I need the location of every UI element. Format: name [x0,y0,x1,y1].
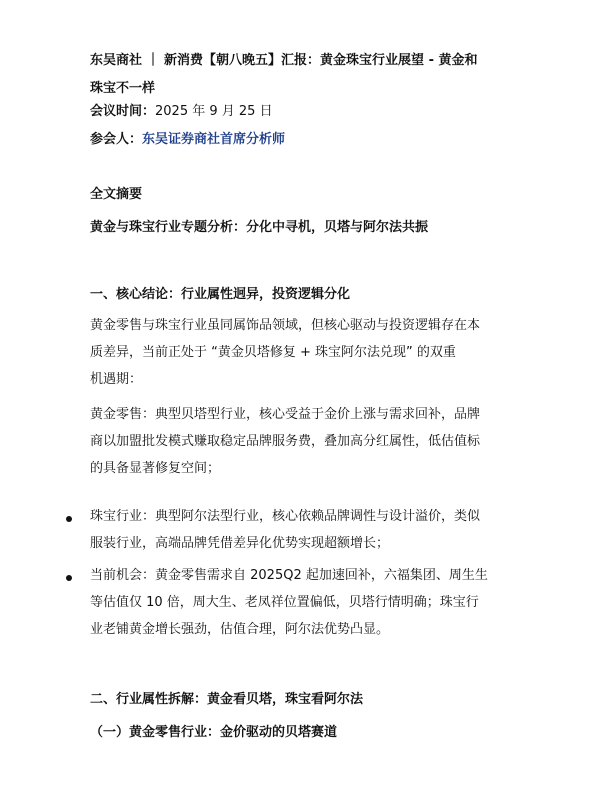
participants [90,131,520,149]
bullet-line: 业老铺黄金增长强劲，估值合理，阿尔法优势凸显。 [90,622,390,637]
meeting-time-label: 会议时间： [90,104,156,119]
document-title [90,47,520,103]
intro-line: 质差异，当前正处于 “黄金贝塔修复 + 珠宝阿尔法兑现” 的双重 [90,345,456,360]
gold-retail-paragraph [90,401,520,482]
participants-value: 东吴证券商社首席分析师 [142,132,286,147]
section1-intro [90,312,520,393]
bullet-icon [66,575,72,581]
participants-label: 参会人： [90,132,143,147]
section2-subheading: （一）黄金零售行业：金价驱动的贝塔赛道 [90,725,338,740]
section1-heading: 一、核心结论：行业属性迥异，投资逻辑分化 [90,287,351,302]
intro-line: 机遇期： [90,372,143,387]
summary-title: 黄金与珠宝行业专题分析：分化中寻机，贝塔与阿尔法共振 [90,220,429,235]
meeting-time-value: 2025 年 9 月 25 日 [155,104,273,119]
summary-heading: 全文摘要 [90,187,143,202]
title-line-1: 东吴商社 ｜ 新消费【朝八晚五】汇报：黄金珠宝行业展望 - 黄金和 [90,53,478,68]
gold-line: 的具备显著修复空间； [90,461,221,476]
meeting-time [90,103,520,121]
gold-line: 商以加盟批发模式赚取稳定品牌服务费，叠加高分红属性，低估值标 [90,434,481,449]
bullet-opportunity [90,562,520,643]
bullet-jewelry [90,503,520,557]
bullet-icon [66,516,72,522]
title-line-2: 珠宝不一样 [90,81,156,96]
bullet-line: 服装行业，高端品牌凭借差异化优势实现超额增长； [90,536,390,551]
bullet-line: 等估值仅 10 倍，周大生、老凤祥位置偏低，贝塔行情明确；珠宝行 [90,595,479,610]
intro-line: 黄金零售与珠宝行业虽同属饰品领域，但核心驱动与投资逻辑存在本 [90,318,481,333]
section2-heading: 二、行业属性拆解：黄金看贝塔，珠宝看阿尔法 [90,692,364,707]
bullet-line: 珠宝行业：典型阿尔法型行业，核心依赖品牌调性与设计溢价，类似 [90,509,481,524]
gold-line: 黄金零售：典型贝塔型行业，核心受益于金价上涨与需求回补，品牌 [90,407,481,422]
bullet-line: 当前机会：黄金零售需求自 2025Q2 起加速回补，六福集团、周生生 [90,568,488,583]
